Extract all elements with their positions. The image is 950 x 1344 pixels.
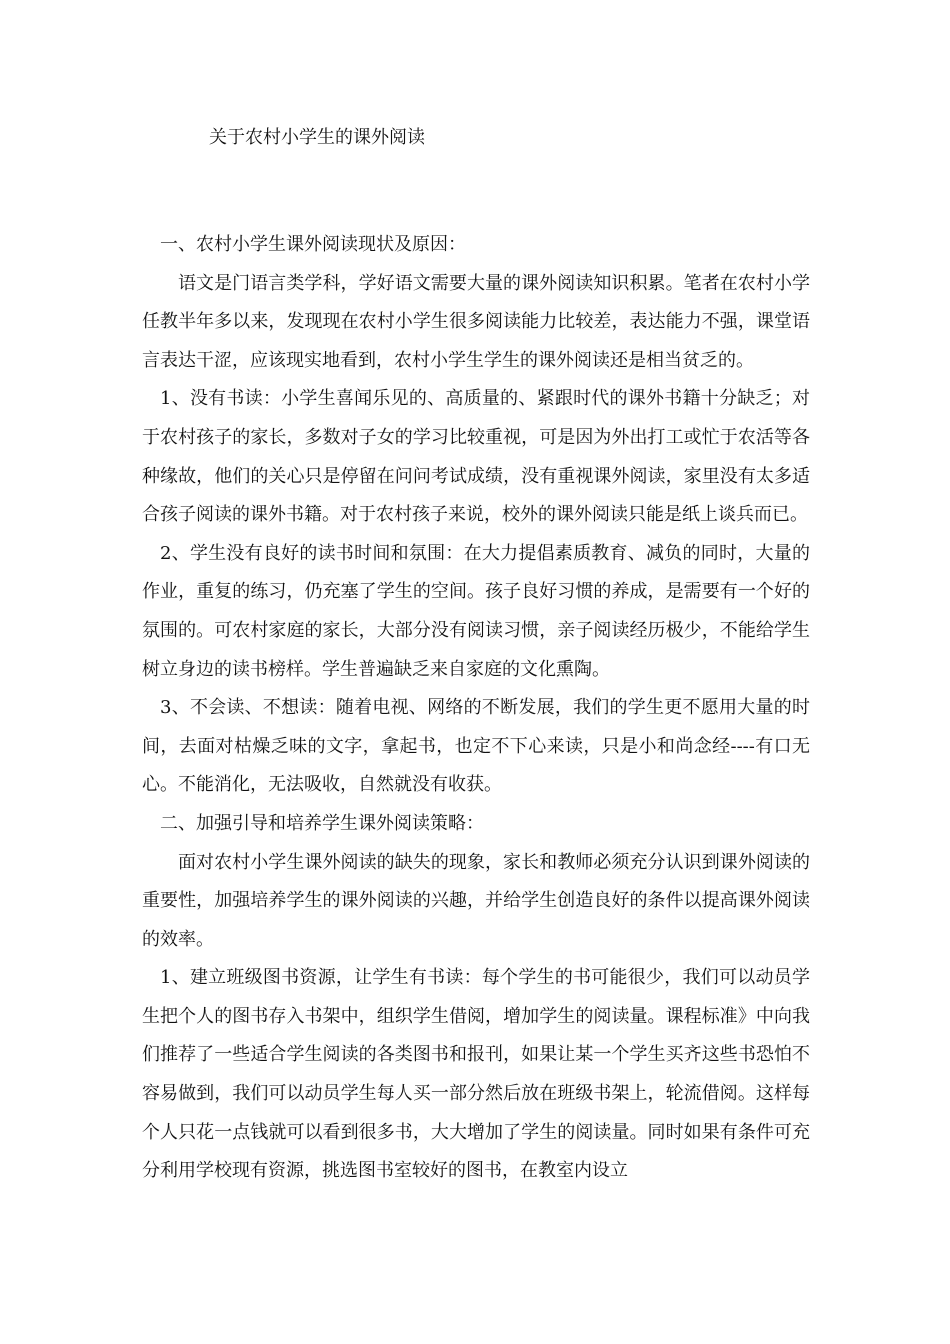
section-heading-2: 二、加强引导和培养学生课外阅读策略： [160,812,484,834]
paragraph-reason-3: 3、不会读、不想读：随着电视、网络的不断发展，我们的学生更不愿用大量的时间，去面对枯燥乏味的文字，拿起书，也定不下心来读，只是小和尚念经----有口无心。不能消化，无法吸收，自然就没有收获。 [142,697,810,796]
paragraph-strategy-1: 1、建立班级图书资源，让学生有书读：每个学生的书可能很少，我们可以动员学生把个人的图书存入书架中，组织学生借阅，增加学生的阅读量。课程标准》中向我们推荐了一些适合学生阅读的各类图书和报刊，如果让某一个学生买齐这些书恐怕不容易做到，我们可以动员学生每人买一部分然后放在班级书架上，轮流借阅。这样每个人只花一点钱就可以看到很多书，大大增加了学生的阅读量。同时如果有条件可充分利用学校现有资源，挑选图书室较好的图书，在教室内设立 [142,967,810,1182]
paragraph-intro: 语文是门语言类学科，学好语文需要大量的课外阅读知识积累。笔者在农村小学任教半年多以来，发现现在农村小学生很多阅读能力比较差，表达能力不强，课堂语言表达干涩，应该现实地看到，农村小学生学生的课外阅读还是相当贫乏的。 [142,272,810,371]
paragraph-strategy-intro: 面对农村小学生课外阅读的缺失的现象，家长和教师必须充分认识到课外阅读的重要性，加强培养学生的课外阅读的兴趣，并给学生创造良好的条件以提高课外阅读的效率。 [142,851,810,950]
paragraph-reason-1: 1、没有书读：小学生喜闻乐见的、高质量的、紧跟时代的课外书籍十分缺乏；对于农村孩子的家长，多数对子女的学习比较重视，可是因为外出打工或忙于农活等各种缘故，他们的关心只是停留在问问考试成绩，没有重视课外阅读，家里没有太多适合孩子阅读的课外书籍。对于农村孩子来说，校外的课外阅读只能是纸上谈兵而已。 [142,388,810,526]
paragraph-reason-2: 2、学生没有良好的读书时间和氛围：在大力提倡素质教育、减负的同时，大量的作业，重复的练习，仍充塞了学生的空间。孩子良好习惯的养成，是需要有一个好的氛围的。可农村家庭的家长，大部分没有阅读习惯，亲子阅读经历极少，不能给学生树立身边的读书榜样。学生普遍缺乏来自家庭的文化熏陶。 [142,542,810,680]
section-heading-1: 一、农村小学生课外阅读现状及原因： [160,234,466,255]
document-body [142,226,810,1191]
document-title: 关于农村小学生的课外阅读 [209,127,425,148]
